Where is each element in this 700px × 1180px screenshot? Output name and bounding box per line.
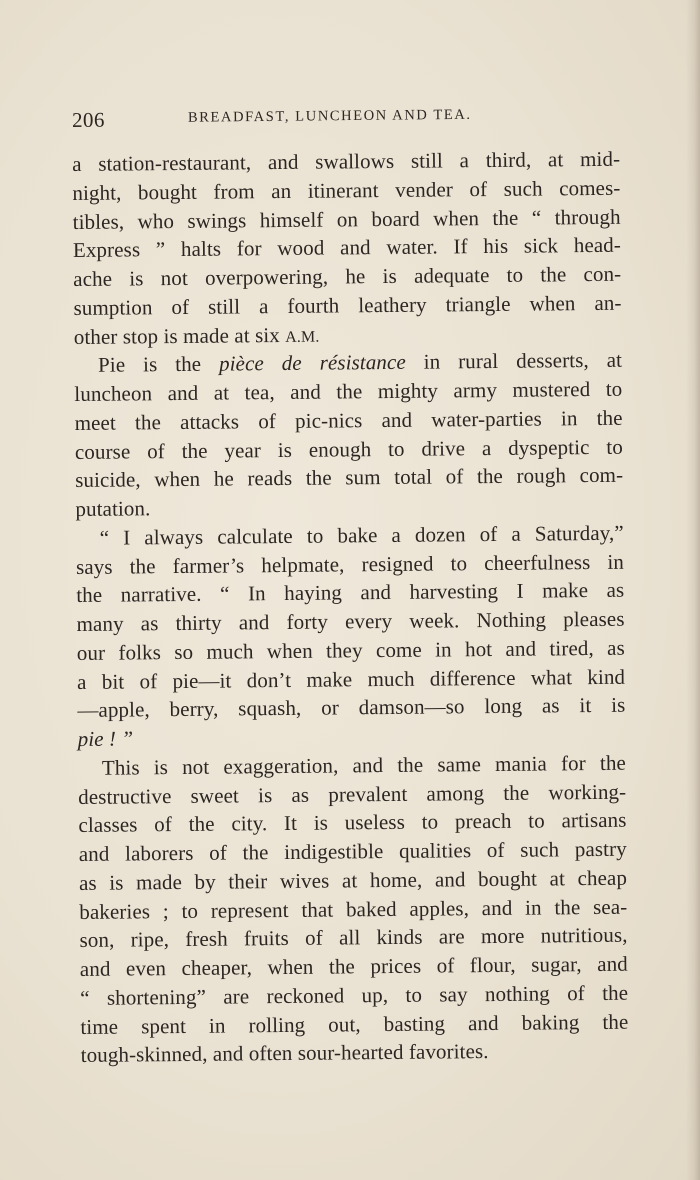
text-line: putation. [75,496,151,521]
text-line: luncheon and at tea, and the mighty army mustered to [74,376,623,406]
text-line: as is made by their wives at home, and bought at cheap [78,865,628,895]
italic-phrase: pie ! ” [77,726,134,751]
text-segment: Pie is the [97,352,202,378]
text-line: ache is not overpowering, he is adequate to the con- [73,261,622,291]
text-line: says the farmer’s helpmate, resigned to cheerfulness in [75,549,625,579]
text-line: and laborers of the indigestible qualities of such pastry [78,836,627,866]
text-segment: in rural desserts, at [405,347,623,375]
text-segment: other stop is made at six [73,322,280,349]
text-line: night, bought from an itinerant vender of such comes- [72,175,621,205]
paragraph-start-line: “ I always calculate to bake a dozen of a Saturday,” [99,520,624,550]
text-line: destructive sweet is as prevalent among the working- [78,779,627,809]
text-line: time spent in rolling out, basting and baking the [80,1009,629,1039]
page-edge-shadow [686,0,700,1180]
time-abbreviation: A.M. [285,328,320,346]
text-line: suicide, when he reads the sum total of the rough com- [75,462,624,493]
text-line: classes of the city. It is useless to preach to artisans [78,807,627,838]
text-line: —apple, berry, squash, or damson—so long as it is [77,692,626,723]
text-line: son, ripe, fresh fruits of all kinds are more nutritious, [79,922,628,953]
text-line: bakeries ; to represent that baked apples, and in the sea- [79,894,628,924]
text-line: tough-skinned, and often sour-hearted favorites. [80,1039,489,1068]
text-line: our folks so much when they come in hot and tired, as [76,635,625,665]
text-line: a bit of pie—it don’t make much difference what kind [76,664,626,694]
text-line: tibles, who swings himself on board when the “ through [72,204,621,234]
body-text [72,145,629,1070]
text-line: the narrative. “ In haying and harvesting I make as [76,577,625,608]
paragraph-start-line: This is not exaggeration, and the same mania for the [101,750,627,780]
text-line: a station-restaurant, and swallows still a third, at mid- [72,146,621,176]
page-header [70,102,618,134]
text-line: Express ” halts for wood and water. If his sick head- [72,232,622,263]
text-line: meet the attacks of pic-nics and water-parties in the [74,405,623,435]
text-line: many as thirty and forty every week. Nothing pleases [76,606,625,636]
italic-phrase: pièce de résistance [218,350,406,376]
running-head: BREADFAST, LUNCHEON AND TEA. [187,106,472,126]
text-line: and even cheaper, when the prices of flour, sugar, and [79,951,628,981]
text-line: sumption of still a fourth leathery triangle when an- [73,290,622,320]
text-line: “ shortening” are reckoned up, to say nothing of the [80,980,629,1010]
text-line: course of the year is enough to drive a dyspeptic to [74,434,623,464]
page-number: 206 [71,107,106,132]
